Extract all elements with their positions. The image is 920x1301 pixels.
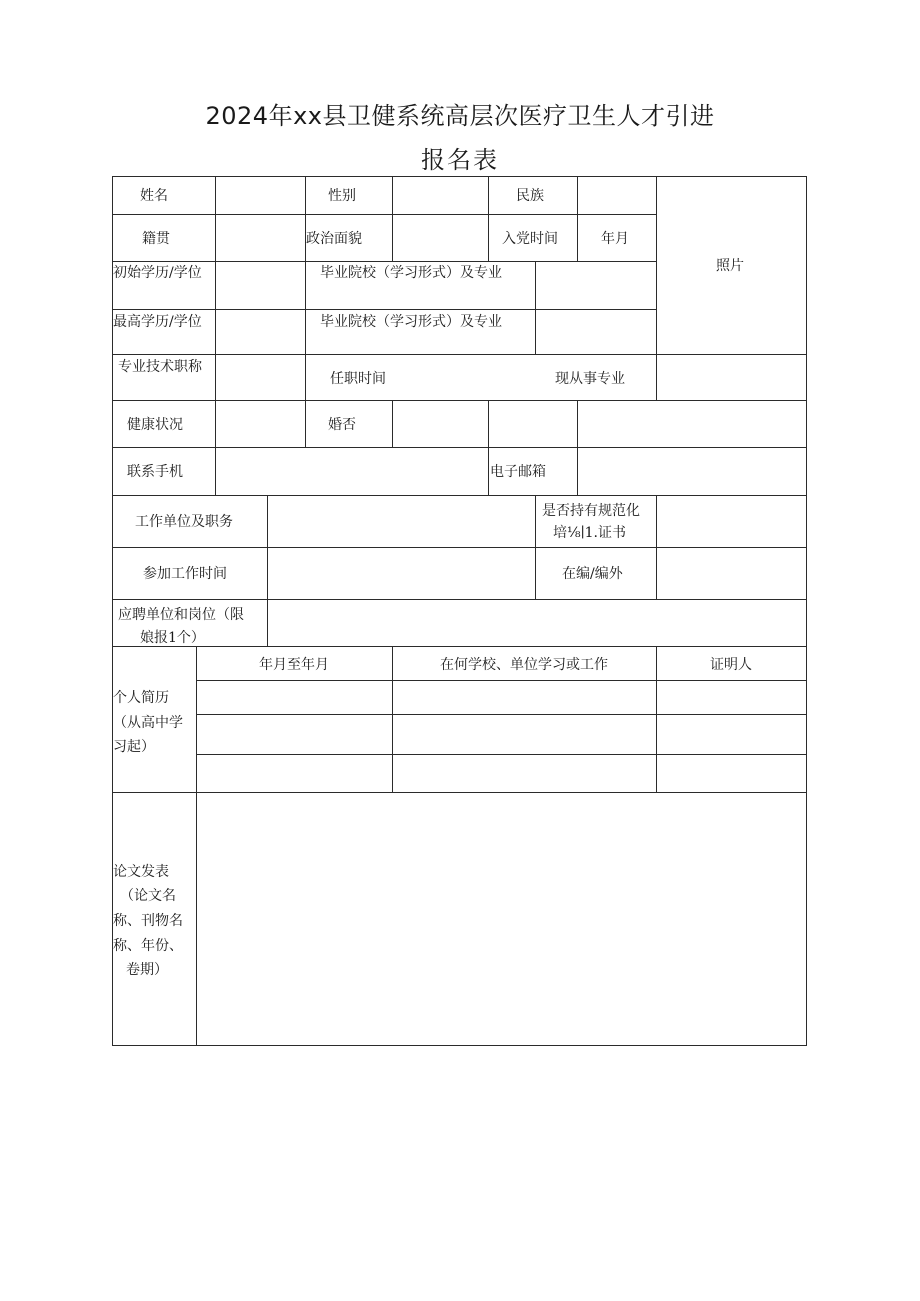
label-standardized-training-line1: 是否持有规范化 [542, 503, 640, 519]
gender-field[interactable] [393, 177, 488, 214]
papers-field[interactable] [197, 793, 806, 1045]
label-initial-education: 初始学历/学位 [113, 265, 202, 281]
email-field[interactable] [578, 448, 806, 495]
col-line [305, 400, 306, 447]
label-papers-line4: 称、年份、 [113, 938, 183, 954]
label-photo: 照片 [716, 258, 744, 274]
ethnicity-field[interactable] [578, 177, 656, 214]
label-gender: 性别 [328, 188, 356, 204]
label-current-specialty: 现从事专业 [555, 371, 625, 387]
current-specialty-field[interactable] [657, 355, 806, 400]
label-apply-position-line1: 应聘单位和岗位（限 [118, 607, 244, 623]
label-professional-title: 专业技术职称 [118, 359, 202, 375]
col-line [535, 495, 536, 599]
col-line [305, 176, 306, 400]
resume-col-where: 在何学校、单位学习或工作 [440, 657, 608, 673]
form-subtitle: 报名表 [421, 146, 499, 174]
label-work-start-time: 参加工作时间 [143, 566, 227, 582]
political-status-field[interactable] [393, 215, 488, 261]
label-papers-line5: 卷期） [126, 962, 168, 978]
label-year-month: 年月 [601, 231, 629, 247]
label-resume-line3: 习起） [113, 739, 155, 755]
label-party-join-time: 入党时间 [502, 231, 558, 247]
label-graduate-school-1: 毕业院校（学习形式）及专业 [320, 265, 502, 281]
label-resume-line2: （从高中学 [113, 715, 183, 731]
name-field[interactable] [216, 177, 305, 214]
col-line [488, 176, 489, 261]
label-papers-line3: 称、刊物名 [113, 913, 183, 929]
label-marital: 婚否 [328, 417, 356, 433]
resume-col-period: 年月至年月 [259, 657, 329, 673]
label-name: 姓名 [140, 188, 168, 204]
standardized-training-field[interactable] [657, 496, 806, 547]
label-standardized-training-line2: 培⅛∣1.证书 [553, 525, 627, 541]
form-title: 2024年xx县卫健系统高层次医疗卫生人才引进 [205, 102, 715, 130]
label-papers-line1: 论文发表 [113, 864, 169, 880]
col-line [656, 176, 657, 354]
table-border-bottom [112, 1045, 807, 1046]
native-place-field[interactable] [216, 215, 305, 261]
label-resume-line1: 个人简历 [113, 690, 169, 706]
col-line [488, 400, 489, 495]
label-political-status: 政治面貌 [306, 231, 362, 247]
label-email: 电子邮箱 [490, 464, 546, 480]
table-border-right [806, 176, 807, 1046]
marital-field[interactable] [393, 401, 488, 447]
row-line [112, 646, 807, 647]
label-staffing: 在编/编外 [562, 566, 623, 582]
graduate-school-field[interactable] [536, 262, 656, 354]
label-ethnicity: 民族 [516, 188, 544, 204]
apply-position-field[interactable] [268, 600, 806, 646]
label-work-unit: 工作单位及职务 [135, 514, 233, 530]
work-start-time-field[interactable] [268, 548, 535, 599]
education-field[interactable] [216, 262, 305, 354]
label-papers-line2: （论文名 [120, 888, 176, 904]
mobile-field[interactable] [216, 448, 488, 495]
resume-col-witness: 证明人 [710, 657, 752, 673]
label-graduate-school-2: 毕业院校（学习形式）及专业 [320, 314, 502, 330]
row-line [112, 214, 656, 215]
label-apply-position-line2: 娘报1个） [140, 630, 205, 646]
label-appointment-time: 任职时间 [330, 371, 386, 387]
health-field[interactable] [216, 401, 305, 447]
label-highest-education: 最高学历/学位 [113, 314, 202, 330]
staffing-field[interactable] [657, 548, 806, 599]
label-mobile: 联系手机 [127, 464, 183, 480]
label-health: 健康状况 [127, 417, 183, 433]
label-native-place: 籍贯 [142, 231, 170, 247]
professional-title-field[interactable] [216, 355, 305, 400]
resume-entries[interactable] [197, 681, 806, 792]
work-unit-field[interactable] [268, 496, 535, 547]
